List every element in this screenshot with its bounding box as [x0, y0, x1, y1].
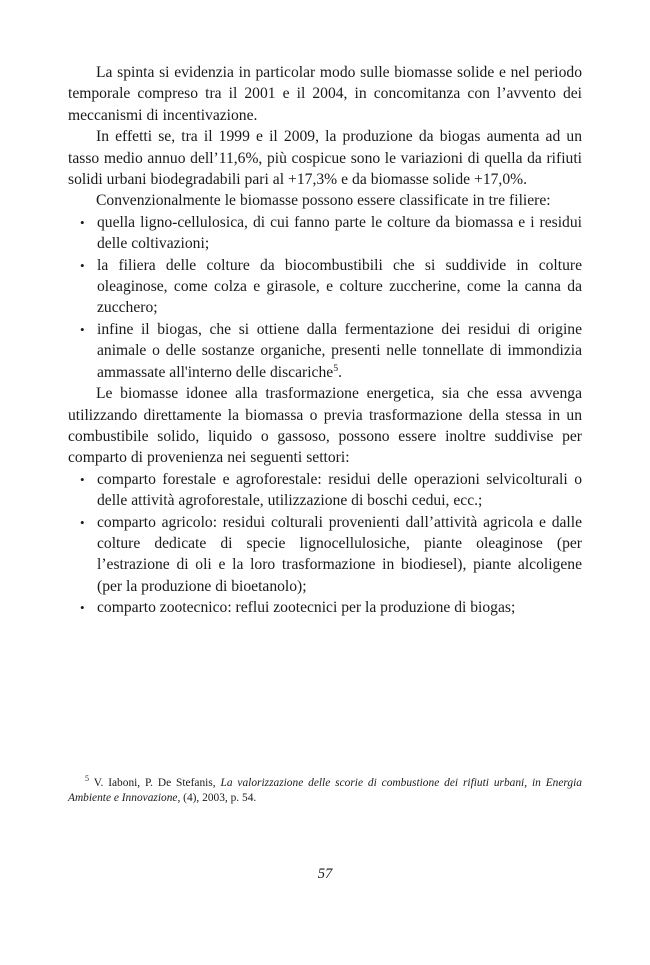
bullet-icon: •: [80, 514, 85, 530]
list-item: [68, 319, 582, 383]
bullet-list-comparti: [68, 469, 582, 619]
list-item-text-tail: .: [338, 363, 342, 381]
bullet-icon: •: [80, 321, 85, 337]
bullet-icon: •: [80, 600, 85, 616]
footnote-tail: , (4), 2003, p. 54.: [177, 792, 257, 805]
paragraph-effetti: In effetti se, tra il 1999 e il 2009, la produzione da biogas aumenta ad un tasso medio annuo dell’11,6%, più cospicue sono le variazioni di quella da rifiuti solidi urbani biodegradabili pari al +17,3% e da biomasse solide +17,0%.: [68, 128, 582, 189]
list-item-text: comparto zootecnico: reflui zootecnici per la produzione di biogas;: [97, 599, 516, 617]
paragraph-le-biomasse: Le biomasse idonee alla trasformazione energetica, sia che essa avvenga utilizzando direttamente la biomassa o previa trasformazione della stessa in un combustibile solido, liquido o gassoso, possono essere inoltre suddivise per comparto di provenienza nei seguenti settori:: [68, 385, 582, 467]
bullet-icon: •: [80, 257, 85, 273]
list-item: [68, 469, 582, 512]
bullet-icon: •: [80, 214, 85, 230]
footnote-reference-marker: 5: [333, 362, 339, 374]
footnote-area: [68, 776, 582, 807]
list-item: [68, 255, 582, 319]
paragraph-spinta: La spinta si evidenzia in particolar modo sulle biomasse solide e nel periodo temporale compreso tra il 2001 e il 2004, in concomitanza con l’avvento dei meccanismi di incentivazione.: [68, 64, 582, 124]
footnote-authors: V. Iaboni, P. De Stefanis,: [89, 777, 221, 789]
page-number: 57: [317, 866, 333, 882]
list-item-text: quella ligno-cellulosica, di cui fanno parte le colture da biomassa e i residui delle coltivazioni;: [97, 213, 582, 253]
footnote-entry: [68, 776, 582, 807]
list-item: [68, 212, 582, 255]
list-item-text: infine il biogas, che si ottiene dalla fermentazione dei residui di origine animale o delle sostanze organiche, presenti nelle tonnellate di immondizia ammassate all'interno delle discariche: [97, 320, 582, 381]
list-item-text: comparto forestale e agroforestale: residui delle operazioni selvicolturali o delle attività agroforestale, utilizzazione di boschi cedui, ecc.;: [97, 470, 582, 510]
page-text-block: [68, 62, 582, 619]
bullet-list-filiere: [68, 212, 582, 383]
footnote-number: 5: [85, 774, 89, 784]
list-item: [68, 512, 582, 598]
list-item: [68, 597, 582, 618]
footnote-title: La valorizzazione delle scorie di combustione dei rifiuti urbani, in Energia Ambiente e Innovazione: [68, 777, 582, 805]
bullet-icon: •: [80, 471, 85, 487]
paragraph-convenzionalmente: Convenzionalmente le biomasse possono essere classificate in tre filiere:: [96, 192, 551, 210]
list-item-text: la filiera delle colture da biocombustibili che si suddivide in colture oleaginose, come colza e girasole, e colture zuccherine, come la canna da zucchero;: [97, 256, 582, 317]
list-item-text: comparto agricolo: residui colturali provenienti dall’attività agricola e dalle colture dedicate di specie lignocellulosiche, piante oleaginose (per l’estrazione di oli e la loro trasformazione in biodiesel), piante alcoligene (per la produzione di bioetanolo);: [97, 513, 582, 595]
